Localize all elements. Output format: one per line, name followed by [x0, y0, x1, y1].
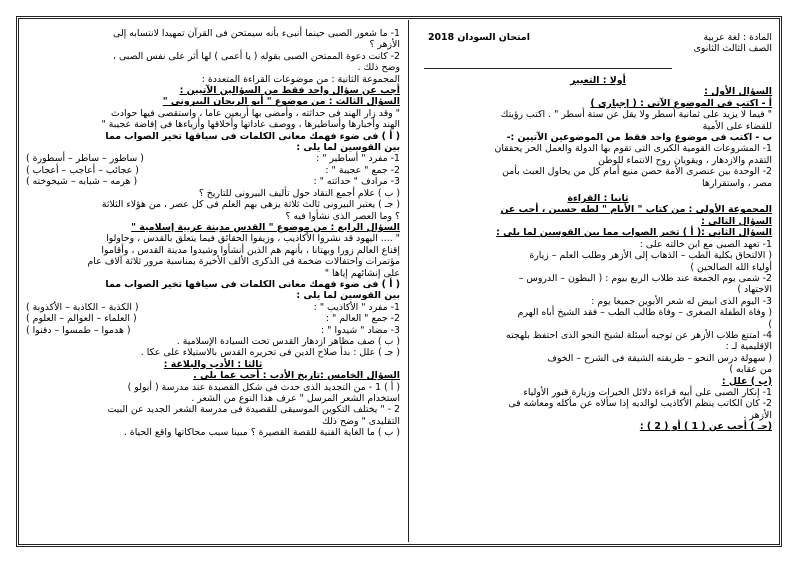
q2-item-2-options: الاجتهاد ) [737, 284, 772, 296]
qb-item-1: 1- إنكار الصبى على أبيه قراءة دلائل الخيرات وزيارة قبور الأولياء [523, 386, 772, 398]
qb-heading: (ب ) علل : [721, 375, 772, 387]
q1b-topic-1-cont: التقدم والازدهار ، ويقويان روح الانتماء للوطن [598, 154, 772, 166]
q1b-topic-2: 2- الوحدة بين عنصرى الأمة حصن منيع أمام كل من يحاول العبث بأمن [502, 166, 772, 178]
q3-title: السؤال الثالث : من موضوع " أبو الريحان البيرونى " [162, 96, 400, 108]
q2-title: السؤال الثانى :( أ ) تخير الصواب مما بين القوسين لما يلى : [496, 227, 772, 239]
q2-item-4-options: ( سهولة درس النحو – طريقته الشيقة فى الشرح – الخوف [547, 352, 772, 364]
group2-heading: المجموعة الثانية : من موضوعات القراءة المتعددة : [201, 73, 400, 85]
group1-heading: المجموعة الأولى : من كتاب " الأيام " لطه حسين ، أجب عن [500, 204, 772, 216]
subject-block [694, 32, 772, 55]
qb-item-2: 2- كان الكاتب ينظم الأكاذيب لوالديه إذا سألاه عن مأكله ومعاشه فى [508, 398, 772, 410]
q5a-line-3: 2 - " يختلف التكوين الموسيقى للقصيدة فى مدرسة الشعر الجديد عن البيت [107, 404, 400, 416]
q3-item-2 [26, 165, 400, 176]
exam-header [424, 28, 772, 64]
q5a-line-4: التقليدى " وضح ذلك [322, 415, 400, 427]
q4a-heading-cont: بين القوسين لما يلى : [296, 290, 400, 302]
q4-title: السؤال الرابع : من موضوع " القدس مدينة عربية إسلامية " [131, 221, 400, 233]
q1b-heading: ب - اكتب فى موضوع واحد فقط من الموضوعين الآتيين :- [506, 132, 772, 144]
left-column [26, 28, 400, 439]
q4-passage-3: مؤتمرات واحتفالات ضخمة فى الذكرى الألف الأخيرة بمناسبة مرور ثلاثة آلاف عام [87, 256, 400, 268]
q4-item-1 [26, 302, 400, 313]
section-reading: ثانيا : القراءة [567, 193, 629, 205]
reading-q-1: 1- ما شعور الصبى حينما أنبىء بأنه سيمتحن فى القرآن تمهيدا لانتسابه إلى [113, 28, 400, 39]
q2-item-4-options-cont: من عقابه ) [729, 364, 772, 376]
q1b-topic-2-cont: مصر ، واستقرارها [702, 177, 772, 189]
q4-item-3 [26, 325, 400, 336]
q1a-text: " فيما لا يزيد على ثمانية أسطر ولا يقل عن ستة أسطر " . اكتب رؤيتك [500, 109, 772, 121]
q1b-topic-1: 1- المشروعات القومية الكبرى التى تقوم بها الدولة والعمل الحر يحققان [494, 143, 772, 155]
group2-instruction: أجب عن سؤال واحد فقط من السؤالين الآتيين : [179, 85, 400, 97]
subject-label: المادة : لغة عربية [703, 32, 772, 43]
right-column [424, 28, 772, 433]
q4-item-2-text: 2- جمع " العالم " : [325, 313, 400, 325]
q4-item-3-options: ( هدموا – طمسوا – دفنوا ) [26, 324, 131, 336]
reading-q-2-cont: وضح ذلك . [357, 62, 400, 74]
q2-item-2: 2- شمى يوم الجمعة عند طلاب الربع بيوم : ( البطون – الدروس – [518, 272, 772, 284]
q2-item-1-options: ( الالتحاق بكلية الطب – الذهاب إلى الأزهر وطلب العلم – زيارة [529, 250, 772, 262]
q4-passage-4: على إنشائهم إياها " [324, 267, 400, 279]
grade-label: الصف الثالث الثانوى [693, 43, 772, 55]
q2-item-3-options-cont: ) [768, 318, 772, 330]
q3c-question: ( جـ ) يعتبر البيرونى ثالث ثلاثة يزهى بهم العلم فى كل عصر ، من هؤلاء الثلاثة [101, 199, 400, 211]
q3a-heading-cont: بين القوسين لما يلى : [296, 142, 400, 154]
q3a-heading: ( أ ) فى ضوء فهمك معانى الكلمات فى سياقها تخير الصواب مما [105, 130, 400, 142]
q4-item-2-options: ( العلماء – العوالم – العلوم ) [26, 313, 137, 325]
group1-heading-cont: السؤال التالى : [701, 215, 772, 227]
q3-item-2-text: 2- جمع " عجيبة " : [325, 164, 400, 176]
qc-heading: (جـ ) أجب عن ( 1 ) أو ( 2 ) : [639, 421, 772, 433]
section-literature: ثالثا : الأدب والبلاغة : [163, 358, 263, 370]
q3-passage-1: " وقد زار الهند فى حداثته ، وأمضى بها أربعين عاما ، واستقصى فيها حوادث [111, 107, 400, 119]
q3b-question: ( ب ) علام أجمع النقاد حول تأليف البيرونى للتاريخ ؟ [198, 187, 400, 199]
q3-item-3-options: ( هرمه – شبابه – شيخوخته ) [26, 176, 138, 188]
q4-item-3-text: 3- مضاد " شيدوا " : [321, 324, 400, 336]
q5a-line-2: استخدام الشعر المرسل " عرف هذا النوع من الشعر . [191, 393, 400, 404]
q4-item-1-text: 1- مفرد " الأكاذيب " : [313, 301, 400, 313]
qb-item-2-cont: الأزهر . [743, 409, 772, 421]
q1-title: السؤال الأول : [704, 86, 772, 98]
q4-item-1-options: ( الكذبة – الكاذبة – الأكذوبة ) [26, 301, 139, 313]
header-rule [424, 68, 672, 69]
q2-item-4-cont: الإقليمية لـ : [725, 341, 772, 353]
q2-item-1: 1- تعهد الصبى مع ابن خالته على : [639, 238, 772, 250]
q5b-question: ( ب ) ما الغاية الفنية للقصة القصيرة ؟ مبينا سبب محاكاتها واقع الحياة . [123, 427, 400, 439]
q4c-question: ( جـ ) علل : بدأ صلاح الدين فى تحريره القدس بالاستيلاء على عكا . [140, 347, 400, 359]
q4-passage-1: " .... اليهود قد نشروا الأكاذيب ، وزيفوا الحقائق فيما يتعلق بالقدس ، وحاولوا [106, 233, 400, 245]
q1a-text-2: للقضاء على الأمية [702, 120, 772, 132]
exam-title: امتحان السودان 2018 [428, 32, 530, 43]
q3-item-2-options: ( عجائب – أعاجب – أعجاب ) [26, 164, 139, 176]
q3-item-3-text: 3- مرادف " حداثته " : [313, 176, 400, 188]
q2-item-1-options-cont: أولياء الله الصالحين ) [690, 261, 772, 273]
q5a-line-1: ( أ ) 1 - من التجديد الذى حدث فى شكل القصيدة عند مدرسة ( أبولو ) [127, 381, 400, 393]
q3-item-3 [26, 176, 400, 187]
q3-item-1-text: 1- مفرد " أساطير " : [316, 153, 400, 165]
q4-item-2 [26, 313, 400, 324]
q5-title: السؤال الخامس :تاريخ الأدب : أجب عما يلى . [193, 370, 400, 382]
reading-q-2: 2- كانت دعوة الممتحن الصبى بقوله ( يا أعمى ) لها أثر على نفس الصبى ، [112, 50, 400, 62]
reading-q-1-cont: الأزهر ؟ [369, 39, 400, 51]
column-divider [408, 20, 409, 542]
q3c-question-cont: ؟ وما العصر الذى نشأوا فيه ؟ [285, 210, 400, 222]
q4b-question: ( ب ) صف مظاهر ازدهار القدس تحت السيادة الإسلامية . [176, 335, 400, 347]
q2-item-4: 4- امتنع طلاب الأزهر عن توجيه أسئلة لشيخ النحو الذى احتفظ بلهجته [506, 329, 772, 341]
q1a-heading: أ - اكتب فى الموضوع الآتى : ( إجبارى ) [590, 97, 772, 109]
q3-passage-2: الهند وأخبارها وأساطيرها ، ووصف عاداتها وأخلاقها وأزياءها فى إفاضة عجيبة " [101, 119, 400, 131]
q2-item-3: 3- اليوم الذى ابيض له شعر الأبوين جميعا يوم : [591, 295, 772, 307]
section-expression: أولا : التعبير [570, 75, 626, 86]
q4-passage-2: إقناع العالم زورا وبهتانا ، بأنهم هم الذين أنشأوا وشيدوا مدينة القدس ، وأقاموا [101, 244, 400, 256]
q3-item-1-options: ( ساطور – ساطر – أسطورة ) [26, 153, 144, 165]
q3-item-1 [26, 153, 400, 164]
q4a-heading: ( أ ) فى ضوء فهمك معانى الكلمات فى سياقها تخير الصواب مما [105, 278, 400, 290]
q2-item-3-options: ( وفاة الطفلة الصغرى – وفاة طالب الطب – فقد الشيخ أباه الهرم [517, 307, 772, 319]
